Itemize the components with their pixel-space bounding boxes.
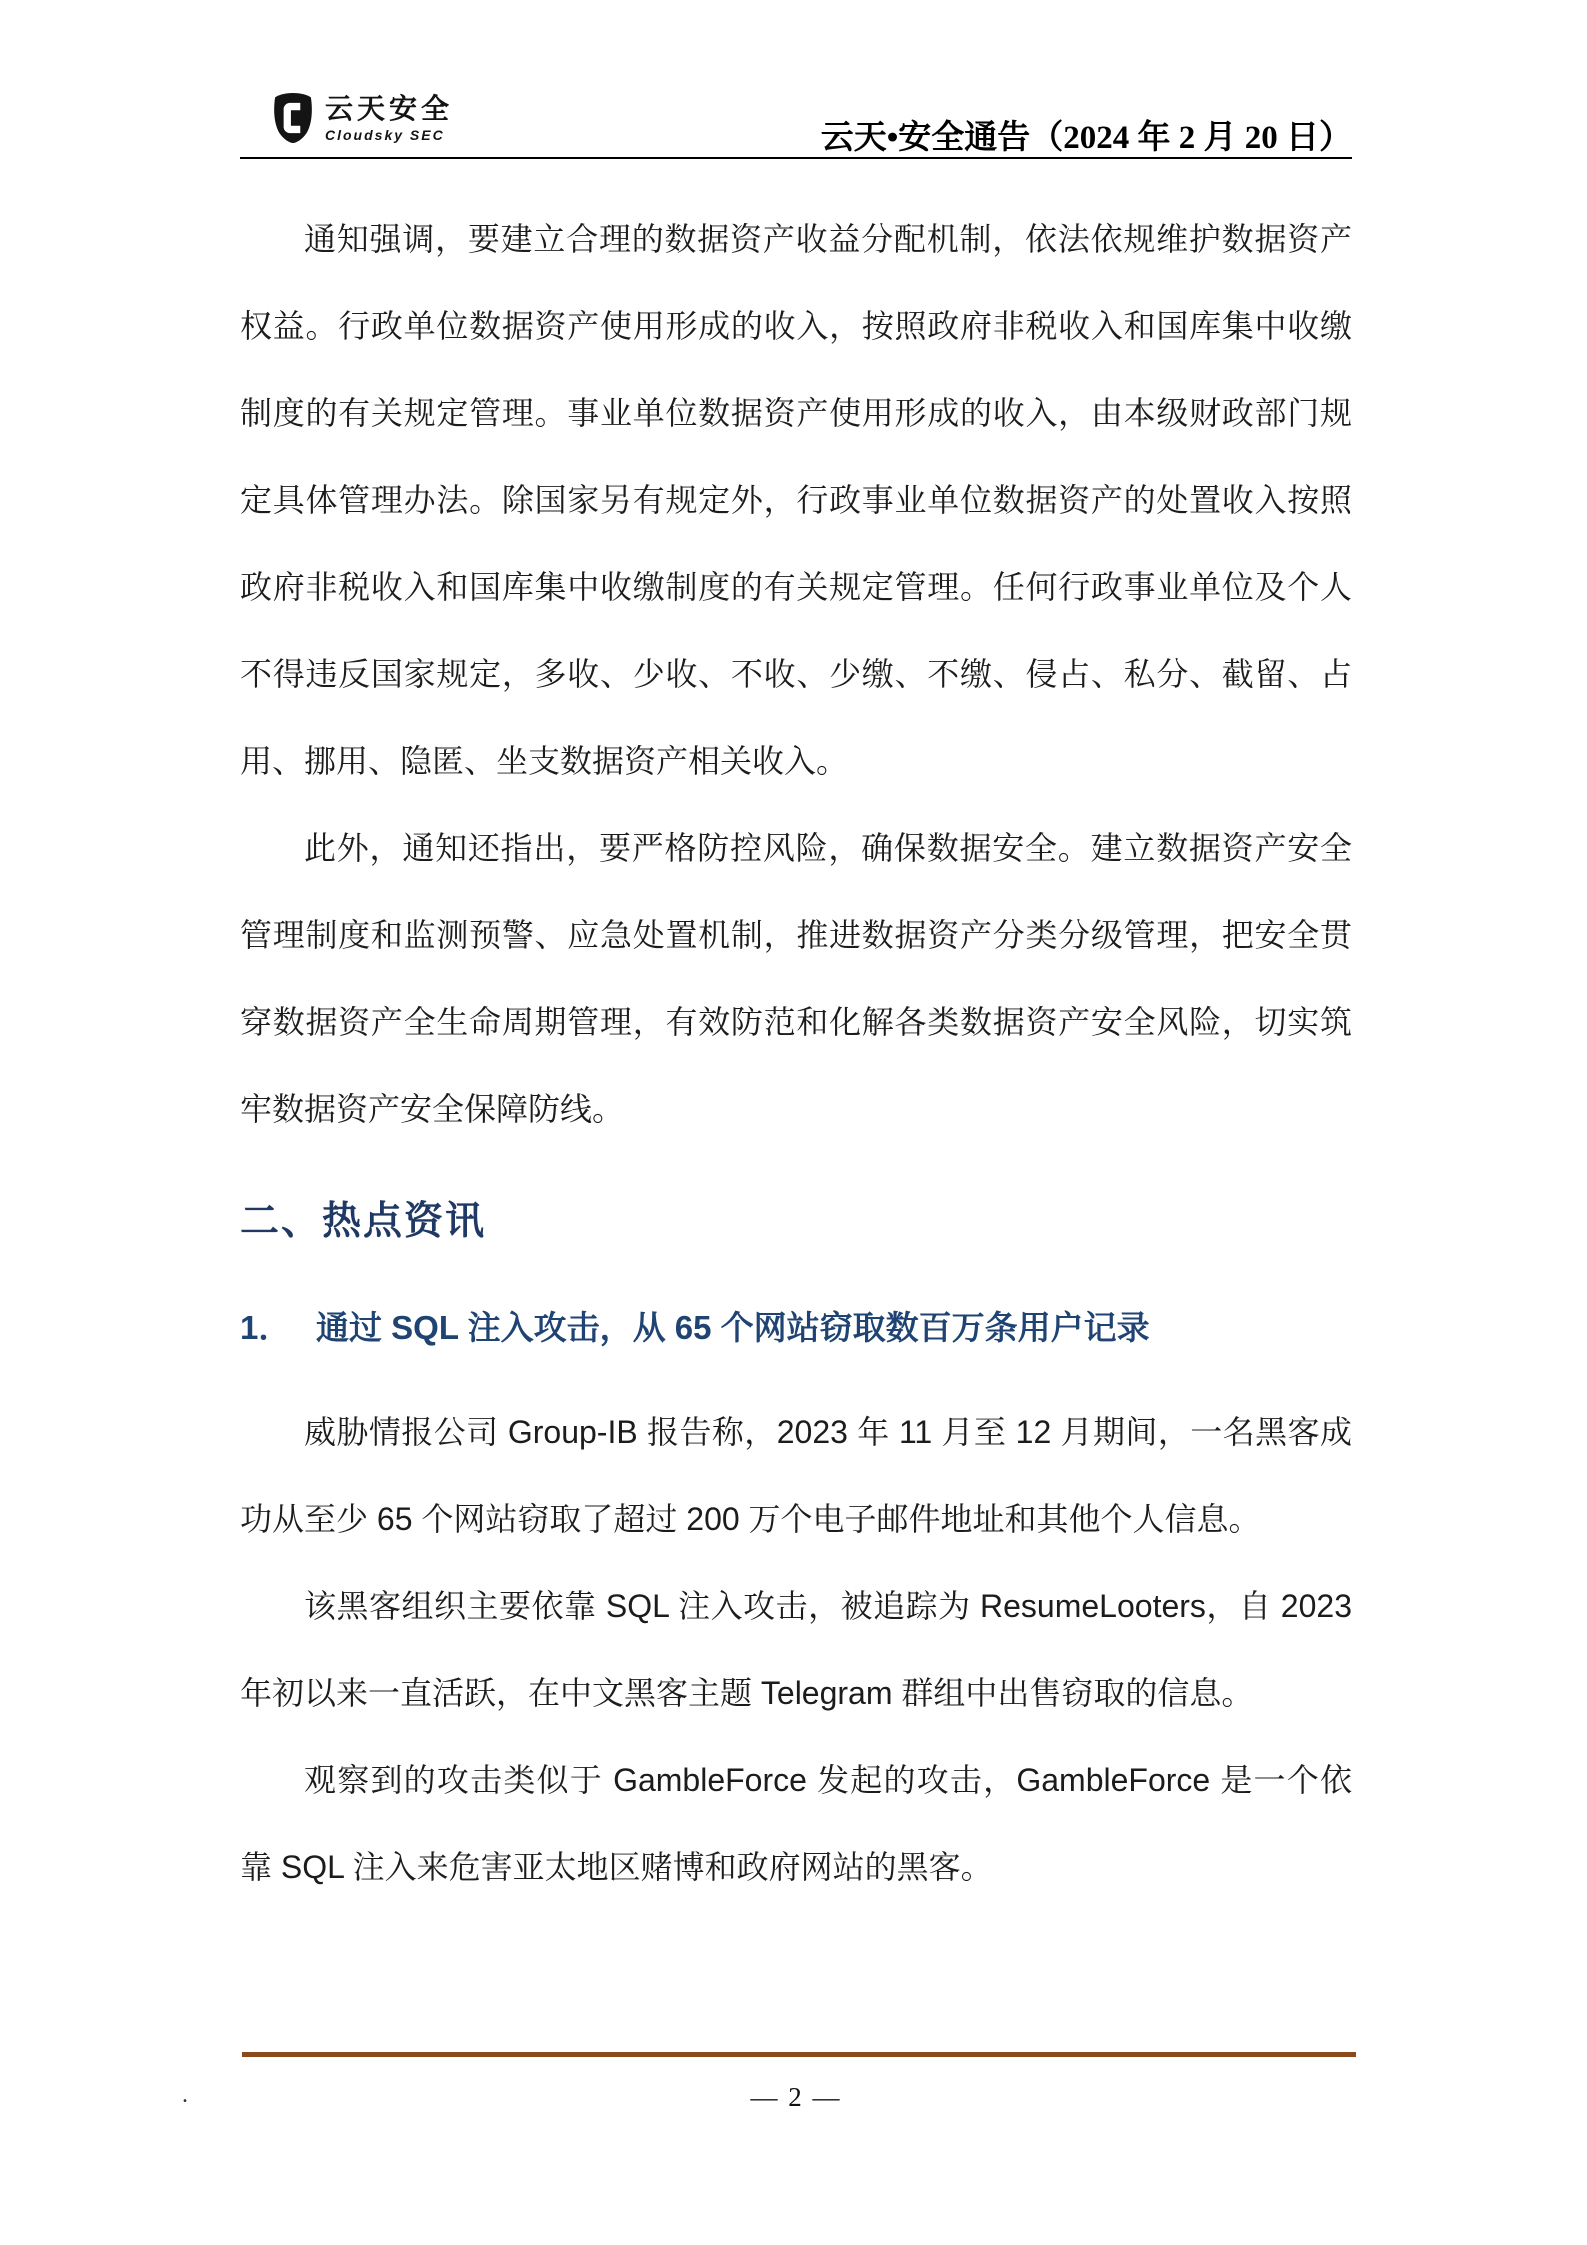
section-heading: 二、热点资讯 (240, 1200, 487, 1243)
item-number: 1． (240, 1309, 292, 1346)
paragraph: 此外，通知还指出，要严格防控风险，确保数据安全。建立数据资产安全管理制度和监测预警、应急处置机制，推进数据资产分类分级管理，把安全贯穿数据资产全生命周期管理，有效防范和化解各类数据资产安全风险，切实筑牢数据资产安全保障防线。 (240, 830, 1352, 1127)
header-bulletin-title: 云天•安全通告（2024 年 2 月 20 日） (820, 120, 1352, 156)
paragraph: 威胁情报公司 Group-IB 报告称，2023 年 11 月至 12 月期间，一名黑客成功从至少 65 个网站窃取了超过 200 万个电子邮件地址和其他个人信息。 (240, 1414, 1352, 1537)
document-body (240, 196, 1352, 1911)
brand-name-cn: 云天安全 (325, 92, 454, 124)
header-divider (240, 157, 1352, 159)
paragraph: 观察到的攻击类似于 GambleForce 发起的攻击，GambleForce 是一个依靠 SQL 注入来危害亚太地区赌博和政府网站的黑客。 (240, 1762, 1352, 1885)
paragraph: 通知强调，要建立合理的数据资产收益分配机制，依法依规维护数据资产权益。行政单位数据资产使用形成的收入，按照政府非税收入和国库集中收缴制度的有关规定管理。事业单位数据资产使用形成的收入，由本级财政部门规定具体管理办法。除国家另有规定外，行政事业单位数据资产的处置收入按照政府非税收入和国库集中收缴制度的有关规定管理。任何行政事业单位及个人不得违反国家规定，多收、少收、不收、少缴、不缴、侵占、私分、截留、占用、挪用、隐匿、坐支数据资产相关收入。 (240, 221, 1352, 779)
item-heading (240, 1305, 1352, 1351)
brand-name-en: Cloudsky SEC (325, 126, 445, 143)
item-paragraphs (240, 1389, 1352, 1911)
item-title: 通过 SQL 注入攻击，从 65 个网站窃取数百万条用户记录 (316, 1309, 1150, 1346)
footer-divider (242, 2052, 1356, 2057)
paragraph: 该黑客组织主要依靠 SQL 注入攻击，被追踪为 ResumeLooters，自 2023 年初以来一直活跃，在中文黑客主题 Telegram 群组中出售窃取的信息。 (240, 1588, 1352, 1711)
footer-left-mark: . (182, 2082, 188, 2108)
page-number: — 2 — (750, 2082, 842, 2112)
